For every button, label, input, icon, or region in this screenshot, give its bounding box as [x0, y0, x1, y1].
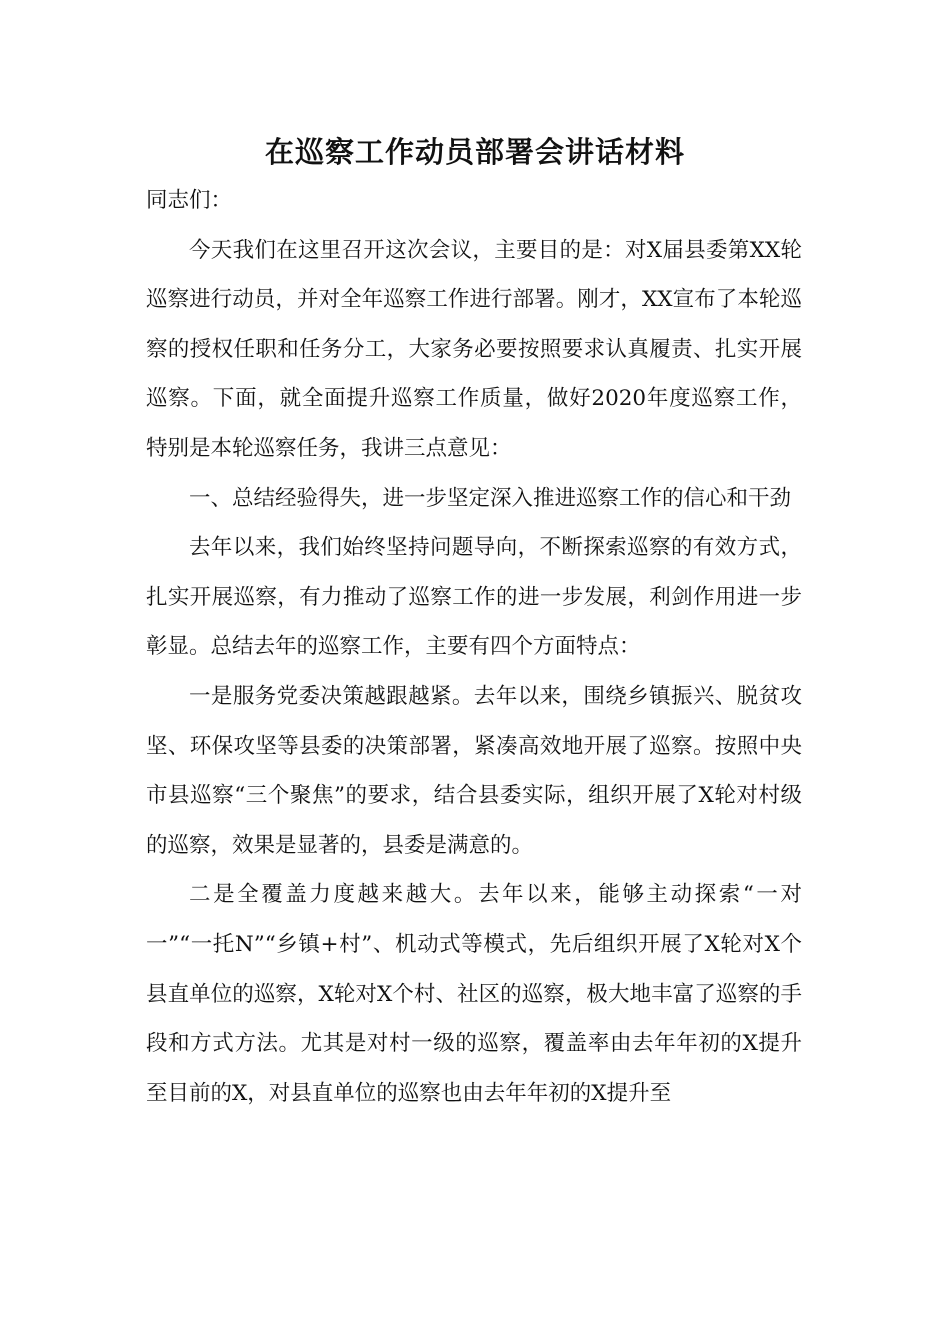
document-body — [146, 176, 802, 1118]
section-heading-1: 一、总结经验得失，进一步坚定深入推进巡察工作的信心和干劲 — [189, 485, 792, 511]
paragraph-point-1: 一是服务党委决策越跟越紧。去年以来，围绕乡镇振兴、脱贫攻坚、环保攻坚等县委的决策部署，紧凑高效地开展了巡察。按照中央市县巡察“三个聚焦”的要求，结合县委实际，组织开展了X轮对村级的巡察，效果是显著的，县委是满意的。 — [146, 683, 802, 858]
salutation: 同志们： — [146, 188, 233, 213]
paragraph-opening: 今天我们在这里召开这次会议，主要目的是：对X届县委第XX轮巡察进行动员，并对全年巡察工作进行部署。刚才，XX宣布了本轮巡察的授权任职和任务分工，大家务必要按照要求认真履责、扎实开展巡察。下面，就全面提升巡察工作质量，做好2020年度巡察工作，特别是本轮巡察任务，我讲三点意见： — [146, 237, 802, 461]
paragraph-point-2: 二是全覆盖力度越来越大。去年以来，能够主动探索“一对一”“一托N”“乡镇+村”、机动式等模式，先后组织开展了X轮对X个县直单位的巡察，X轮对X个村、社区的巡察，极大地丰富了巡察的手段和方式方法。尤其是对村一级的巡察，覆盖率由去年年初的X提升至目前的X，对县直单位的巡察也由去年年初的X提升至 — [146, 882, 802, 1106]
document-title: 在巡察工作动员部署会讲话材料 — [264, 135, 685, 169]
paragraph-summary: 去年以来，我们始终坚持问题导向，不断探索巡察的有效方式，扎实开展巡察，有力推动了巡察工作的进一步发展，利剑作用进一步彰显。总结去年的巡察工作，主要有四个方面特点： — [146, 535, 802, 660]
